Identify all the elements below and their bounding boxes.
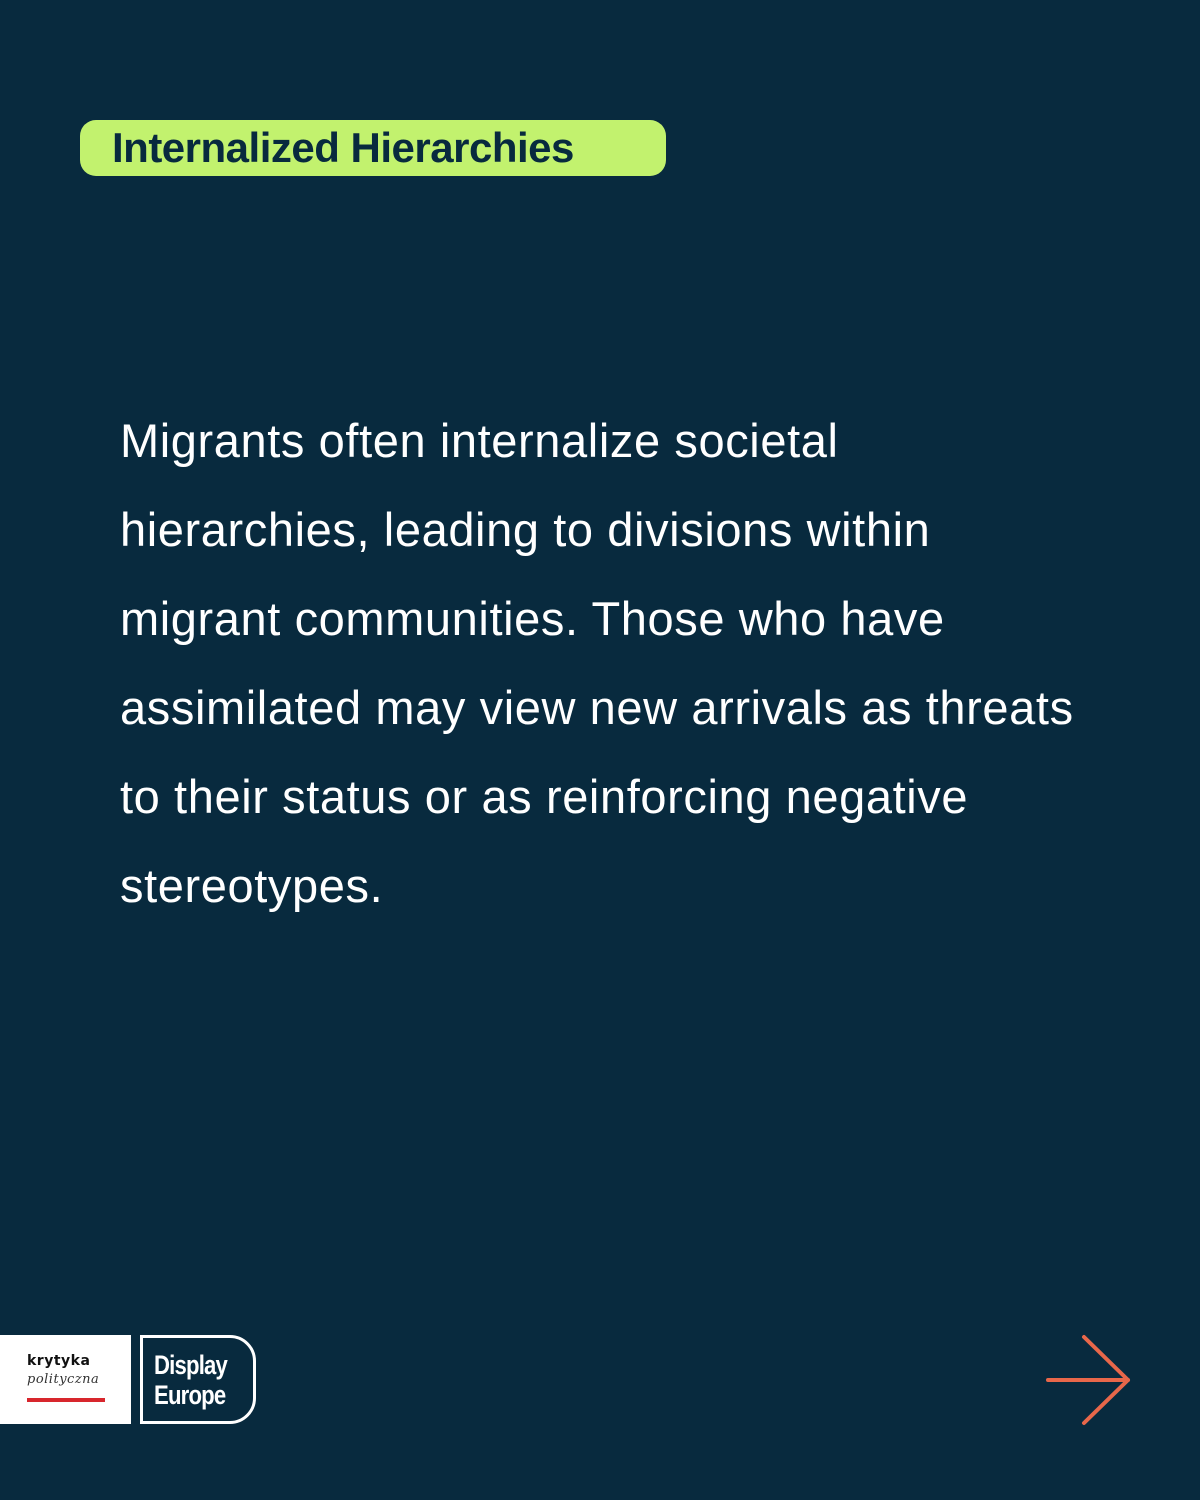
body-paragraph: Migrants often internalize societal hierarchies, leading to divisions within migrant communities. Those who have assimilated may view new arrivals as threats to their status or as reinforcing negative stereotypes. xyxy=(120,414,1074,912)
krytyka-logo-bar xyxy=(27,1398,105,1402)
topic-tag xyxy=(80,120,666,176)
display-europe-logo-line1: Display xyxy=(154,1350,228,1380)
display-europe-logo xyxy=(140,1335,256,1424)
topic-tag-label: Internalized Hierarchies xyxy=(112,124,574,171)
krytyka-polityczna-logo xyxy=(0,1335,131,1424)
krytyka-logo-bottom: polityczna xyxy=(27,1372,100,1387)
krytyka-logo-top: krytyka xyxy=(27,1353,91,1369)
display-europe-logo-line2: Europe xyxy=(154,1380,226,1410)
arrow-right-icon[interactable] xyxy=(1046,1334,1132,1426)
